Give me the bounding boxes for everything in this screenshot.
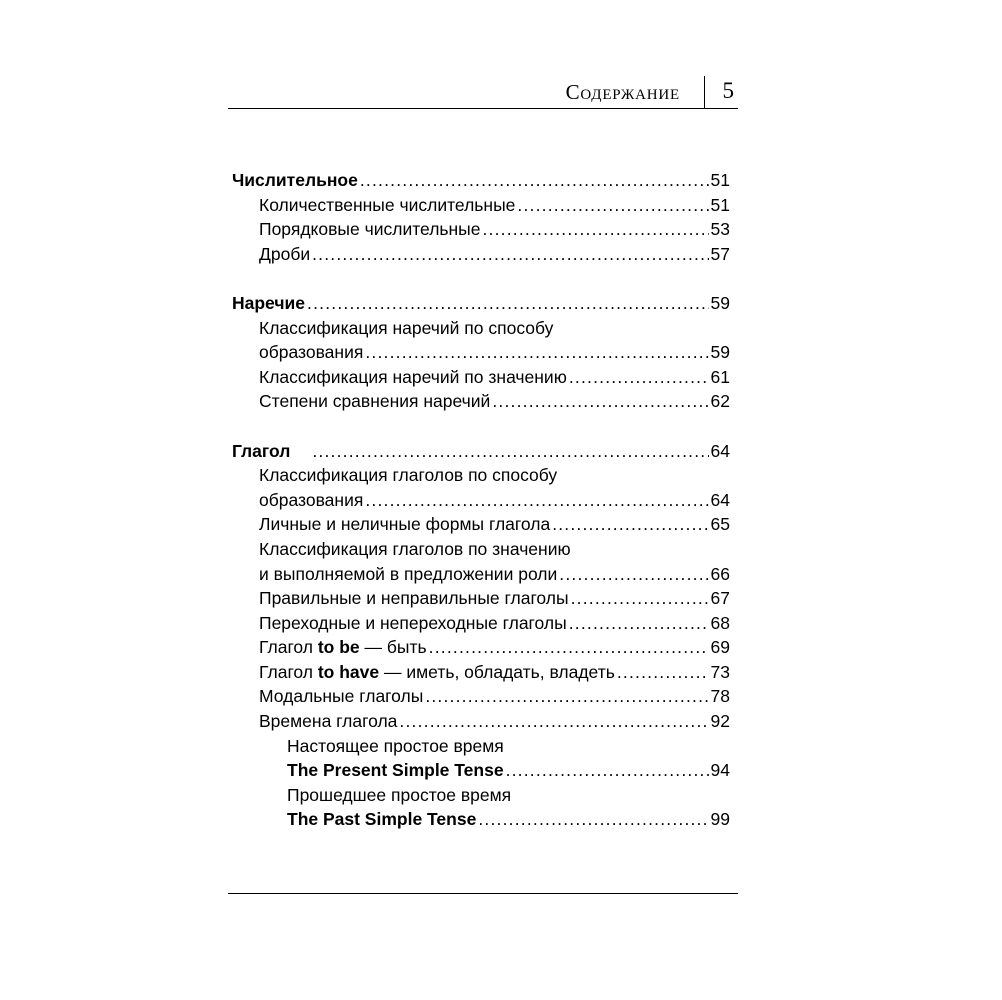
dot-leader: [312, 439, 708, 464]
toc-bold-term: to have: [317, 661, 380, 682]
dot-leader: [569, 611, 709, 636]
toc-entry-title: The Present Simple Tense: [287, 760, 504, 781]
toc-page-number: 51: [710, 194, 730, 215]
toc-entry-modal-verbs[interactable]: [232, 684, 730, 709]
toc-bold-term: to be: [317, 637, 360, 658]
toc-entry-title: образования: [259, 489, 364, 510]
toc-entry-verb-forms[interactable]: [232, 512, 730, 537]
toc-page-number: 53: [710, 219, 730, 240]
dot-leader: [483, 217, 709, 242]
toc-page-number: 66: [710, 563, 730, 584]
toc-entry-to-be[interactable]: [232, 635, 730, 660]
toc-entry-title: Модальные глаголы: [259, 686, 424, 707]
toc-page-number: 92: [710, 711, 730, 732]
toc-entry-title: Переходные и непереходные глаголы: [259, 612, 567, 633]
toc-entry-cardinal-numerals[interactable]: [232, 193, 730, 218]
toc-page-number: 62: [710, 391, 730, 412]
dot-leader: [571, 586, 709, 611]
toc-page-number: 61: [710, 366, 730, 387]
toc-page-number: 59: [710, 292, 730, 313]
toc-page-number: 64: [710, 489, 730, 510]
dot-leader: [360, 168, 709, 193]
toc-entry-title: Времена глагола: [259, 711, 398, 732]
toc-entry-title: Глагол: [232, 440, 291, 461]
toc-page-number: 51: [710, 170, 730, 190]
toc-entry-title: Классификация глаголов по значению: [259, 538, 571, 559]
dot-leader: [559, 562, 708, 587]
running-header: [228, 76, 738, 109]
dot-leader: [552, 512, 708, 537]
toc-text: Глагол: [259, 637, 318, 658]
toc-entry-adverb-meaning[interactable]: [232, 365, 730, 390]
toc-entry-fractions[interactable]: [232, 242, 730, 267]
toc-entry-tenses[interactable]: [232, 709, 730, 734]
page-number: 5: [722, 78, 734, 103]
toc-text: — быть: [359, 637, 427, 658]
toc-text: — иметь, обладать, владеть: [379, 661, 615, 682]
toc-entry-title: и выполняемой в предложении роли: [259, 563, 558, 584]
toc-entry-verb[interactable]: [232, 439, 730, 464]
toc-entry-title: The Past Simple Tense: [287, 809, 477, 830]
toc-entry-verb-formation-line1[interactable]: [232, 463, 730, 488]
dot-leader: [399, 709, 708, 734]
dot-leader: [492, 389, 708, 414]
toc-entry-title: образования: [259, 342, 364, 363]
toc-entry-verb-meaning-line1[interactable]: [232, 537, 730, 562]
toc-entry-title: Личные и неличные формы глагола: [259, 514, 551, 535]
dot-leader: [506, 758, 709, 783]
dot-leader: [425, 684, 708, 709]
toc-entry-transitive[interactable]: [232, 611, 730, 636]
toc-text: Глагол: [259, 661, 318, 682]
toc-entry-title: Дроби: [259, 243, 311, 264]
toc-entry-title: [259, 635, 427, 660]
toc-page-number: 68: [710, 612, 730, 633]
toc-page-number: 67: [710, 588, 730, 609]
toc-entry-adverb[interactable]: [232, 291, 730, 316]
toc-entry-title: Степени сравнения наречий: [259, 391, 491, 412]
toc-entry-to-have[interactable]: [232, 660, 730, 685]
toc-page-number: 78: [710, 686, 730, 707]
toc-entry-title: Прошедшее простое время: [287, 784, 512, 805]
toc-entry-verb-meaning-line2[interactable]: [232, 562, 730, 587]
dot-leader: [365, 340, 708, 365]
running-header-title: Содержание: [565, 80, 680, 104]
toc-entry-present-simple-ru[interactable]: [232, 734, 730, 759]
toc-entry-numeral[interactable]: [232, 168, 730, 193]
toc-entry-adverb-comparison[interactable]: [232, 389, 730, 414]
table-of-contents: [232, 168, 730, 832]
toc-entry-ordinal-numerals[interactable]: [232, 217, 730, 242]
toc-entry-title: Классификация наречий по значению: [259, 366, 567, 387]
toc-entry-past-simple-ru[interactable]: [232, 783, 730, 808]
toc-page-number: 69: [710, 637, 730, 658]
toc-entry-verb-formation-line2[interactable]: [232, 488, 730, 513]
toc-entry-title: [259, 660, 615, 685]
toc-entry-adverb-formation-line1[interactable]: [232, 316, 730, 341]
toc-entry-title: Порядковые числительные: [259, 219, 481, 240]
toc-entry-title: Классификация наречий по способу: [259, 317, 554, 338]
dot-leader: [429, 635, 709, 660]
toc-page-number: 65: [710, 514, 730, 535]
dot-leader: [517, 193, 708, 218]
toc-entry-title: Наречие: [232, 292, 306, 313]
dot-leader: [617, 660, 709, 685]
toc-entry-title: Правильные и неправильные глаголы: [259, 588, 569, 609]
dot-leader: [307, 291, 709, 316]
toc-entry-present-simple-en[interactable]: [232, 758, 730, 783]
dot-leader: [365, 488, 708, 513]
header-separator: [704, 76, 705, 108]
dot-leader: [569, 365, 709, 390]
dot-leader: [312, 242, 708, 267]
toc-page-number: 73: [710, 661, 730, 682]
toc-entry-title: Количественные числительные: [259, 194, 516, 215]
toc-entry-title: Числительное: [232, 170, 358, 190]
toc-page-number: 94: [710, 760, 730, 781]
toc-page-number: 57: [710, 243, 730, 264]
footer-rule: [228, 893, 738, 894]
toc-page-number: 64: [710, 440, 730, 461]
toc-entry-regular-irregular[interactable]: [232, 586, 730, 611]
toc-page-number: 59: [710, 342, 730, 363]
toc-page-number: 99: [710, 809, 730, 830]
dot-leader: [478, 807, 708, 832]
toc-entry-adverb-formation-line2[interactable]: [232, 340, 730, 365]
toc-entry-title: Классификация глаголов по способу: [259, 465, 558, 486]
toc-entry-past-simple-en[interactable]: [232, 807, 730, 832]
toc-entry-title: Настоящее простое время: [287, 735, 504, 756]
